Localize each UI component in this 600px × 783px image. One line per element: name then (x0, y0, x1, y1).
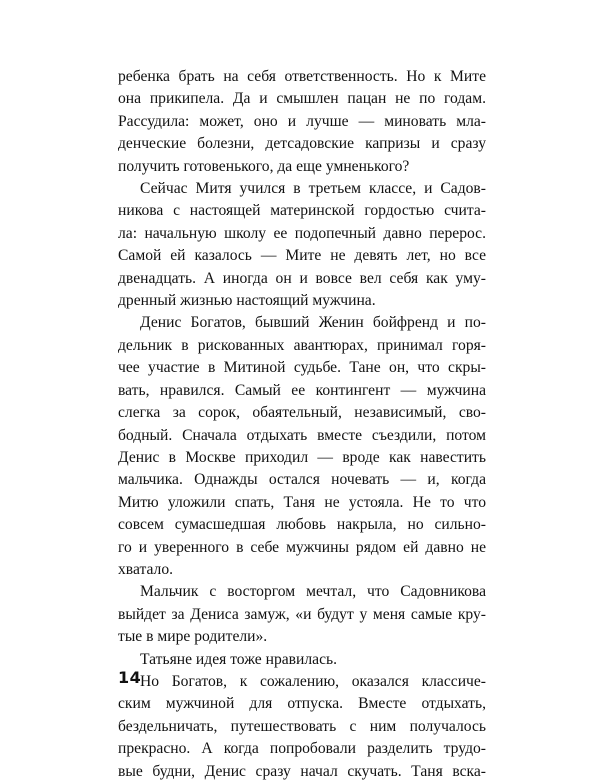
text-line: мальчика. Однажды остался ночевать — и, когда (118, 471, 486, 489)
text-line: Самой ей казалось — Мите не девять лет, но все (118, 247, 486, 265)
text-line: Сейчас Митя учился в третьем классе, и Садов- (140, 180, 486, 198)
page-number: 14 (118, 668, 142, 687)
text-line: она прикипела. Да и смышлен пацан не по годам. (118, 90, 486, 108)
text-line: денческие болезни, детсадовские капризы и сразу (118, 135, 486, 153)
text-line: тые в мире родители». (118, 628, 268, 646)
text-line: никова с настоящей материнской гордостью счита- (118, 202, 486, 220)
text-line: слегка за сорок, обаятельный, независимый, сво- (118, 404, 486, 422)
text-line: бодный. Сначала отдыхать вместе съездили, потом (118, 426, 486, 444)
text-line: Денис Богатов, бывший Женин бойфренд и по- (140, 314, 486, 332)
text-line: ребенка брать на себя ответственность. Но к Мите (118, 68, 486, 85)
text-line: Рассудила: может, оно и лучше — миновать мла- (118, 112, 486, 130)
text-line: прекрасно. А когда попробовали разделить трудо- (118, 740, 486, 758)
text-line: ла: начальную школу ее подопечный давно перерос. (118, 224, 486, 242)
text-line: дельник в рискованных авантюрах, принимал горя- (118, 336, 486, 354)
text-line: Но Богатов, к сожалению, оказался классиче- (140, 672, 486, 690)
text-line: Мальчик с восторгом мечтал, что Садовникова (140, 583, 486, 601)
text-line: Митю уложили спать, Таня не устояла. Не то что (118, 493, 486, 511)
text-line: выйдет за Дениса замуж, «и будут у меня самые кру- (118, 605, 486, 623)
text-line: совсем сумасшедшая любовь накрыла, но сильно- (118, 516, 486, 534)
text-line: бездельничать, путешествовать с ним получалось (118, 717, 486, 735)
text-line: ским мужчиной для отпуска. Вместе отдыхать, (118, 695, 486, 713)
text-line: хватало. (118, 560, 174, 578)
text-line: вые будни, Денис сразу начал скучать. Таня вска- (118, 762, 486, 780)
text-line: дренный жизнью настоящий мужчина. (118, 292, 376, 310)
text-line: получить готовенького, да еще умненького? (118, 157, 410, 175)
text-line: Татьяне идея тоже нравилась. (140, 650, 337, 668)
text-line: Денис в Москве приходил — вроде как навестить (118, 448, 486, 466)
text-line: двенадцать. А иногда он и вовсе вел себя как уму- (118, 269, 486, 287)
text-line: вать, нравился. Самый ее контингент — мужчина (118, 381, 486, 399)
text-line: го и уверенного в себе мужчины рядом ей давно не (118, 538, 486, 556)
body-text (118, 66, 486, 783)
text-line: чее участие в Митиной судьбе. Тане он, что скры- (118, 359, 486, 377)
